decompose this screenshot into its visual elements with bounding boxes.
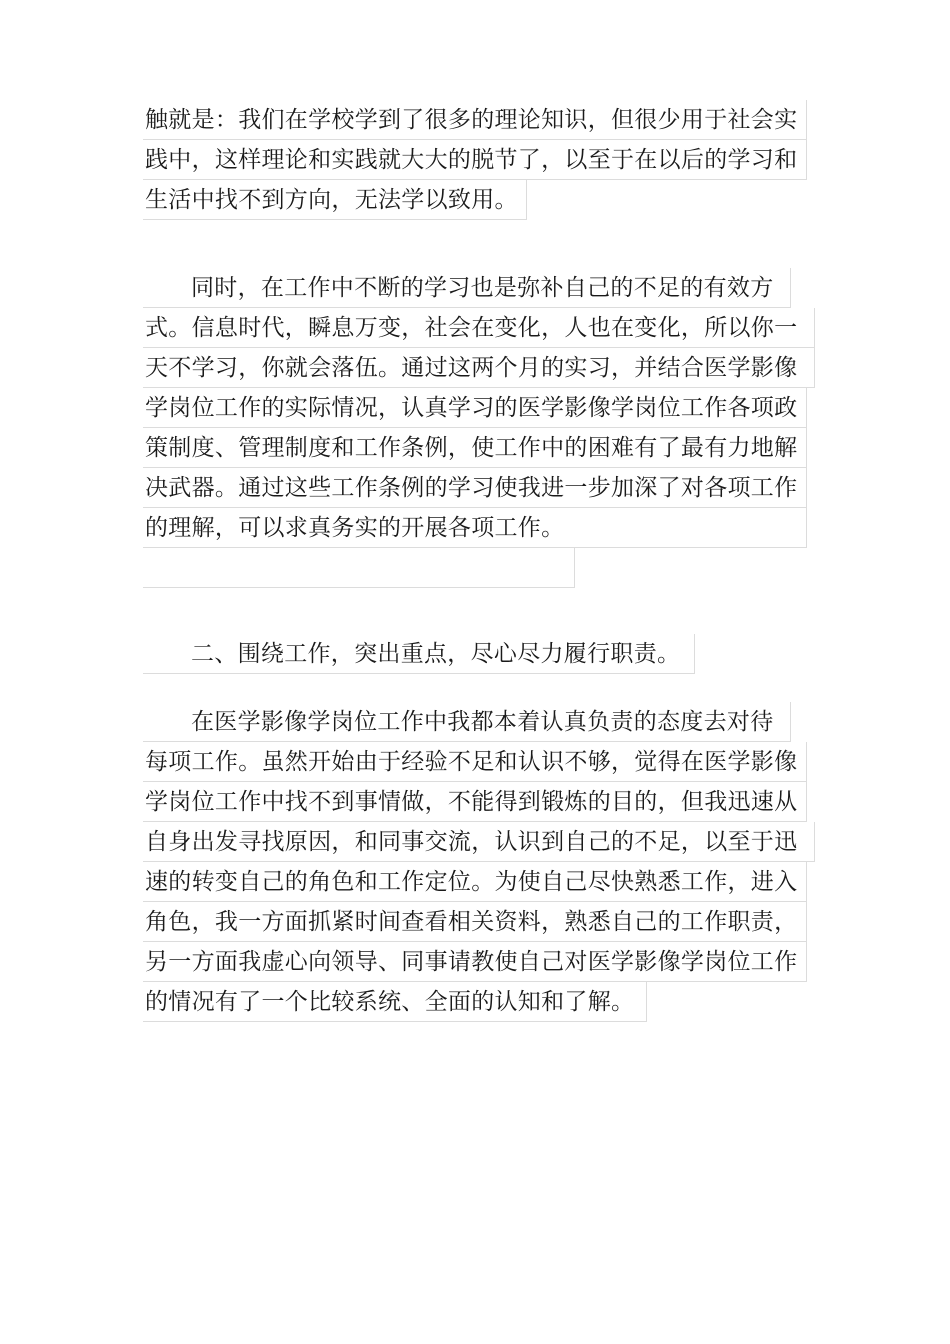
paragraph-1 [143,100,807,220]
paragraph-3 [143,702,815,1022]
text-line: 的情况有了一个比较系统、全面的认知和了解。 [143,982,647,1022]
text-line: 学岗位工作的实际情况，认真学习的医学影像学岗位工作各项政 [143,388,807,428]
text-line [143,548,575,588]
text-line: 触就是：我们在学校学到了很多的理论知识，但很少用于社会实 [143,100,807,140]
text-line: 的理解，可以求真务实的开展各项工作。 [143,508,807,548]
text-line: 天不学习，你就会落伍。通过这两个月的实习，并结合医学影像 [143,348,815,388]
text-line: 速的转变自己的角色和工作定位。为使自己尽快熟悉工作，进入 [143,862,807,902]
text-line: 决武器。通过这些工作条例的学习使我进一步加深了对各项工作 [143,468,807,508]
text-line: 式。信息时代，瞬息万变，社会在变化，人也在变化，所以你一 [143,308,815,348]
text-line: 学岗位工作中找不到事情做，不能得到锻炼的目的，但我迅速从 [143,782,807,822]
section-heading-text: 二、围绕工作，突出重点，尽心尽力履行职责。 [143,634,695,674]
text-line: 自身出发寻找原因，和同事交流，认识到自己的不足，以至于迅 [143,822,815,862]
text-line: 角色，我一方面抓紧时间查看相关资料，熟悉自己的工作职责， [143,902,807,942]
text-line: 同时，在工作中不断的学习也是弥补自己的不足的有效方 [143,268,791,308]
text-line: 践中，这样理论和实践就大大的脱节了，以至于在以后的学习和 [143,140,807,180]
text-line: 每项工作。虽然开始由于经验不足和认识不够，觉得在医学影像 [143,742,807,782]
paragraph-2 [143,268,815,588]
section-heading [143,634,695,674]
text-line: 另一方面我虚心向领导、同事请教使自己对医学影像学岗位工作 [143,942,807,982]
text-line: 生活中找不到方向，无法学以致用。 [143,180,527,220]
text-line: 策制度、管理制度和工作条例，使工作中的困难有了最有力地解 [143,428,807,468]
text-line: 在医学影像学岗位工作中我都本着认真负责的态度去对待 [143,702,791,742]
